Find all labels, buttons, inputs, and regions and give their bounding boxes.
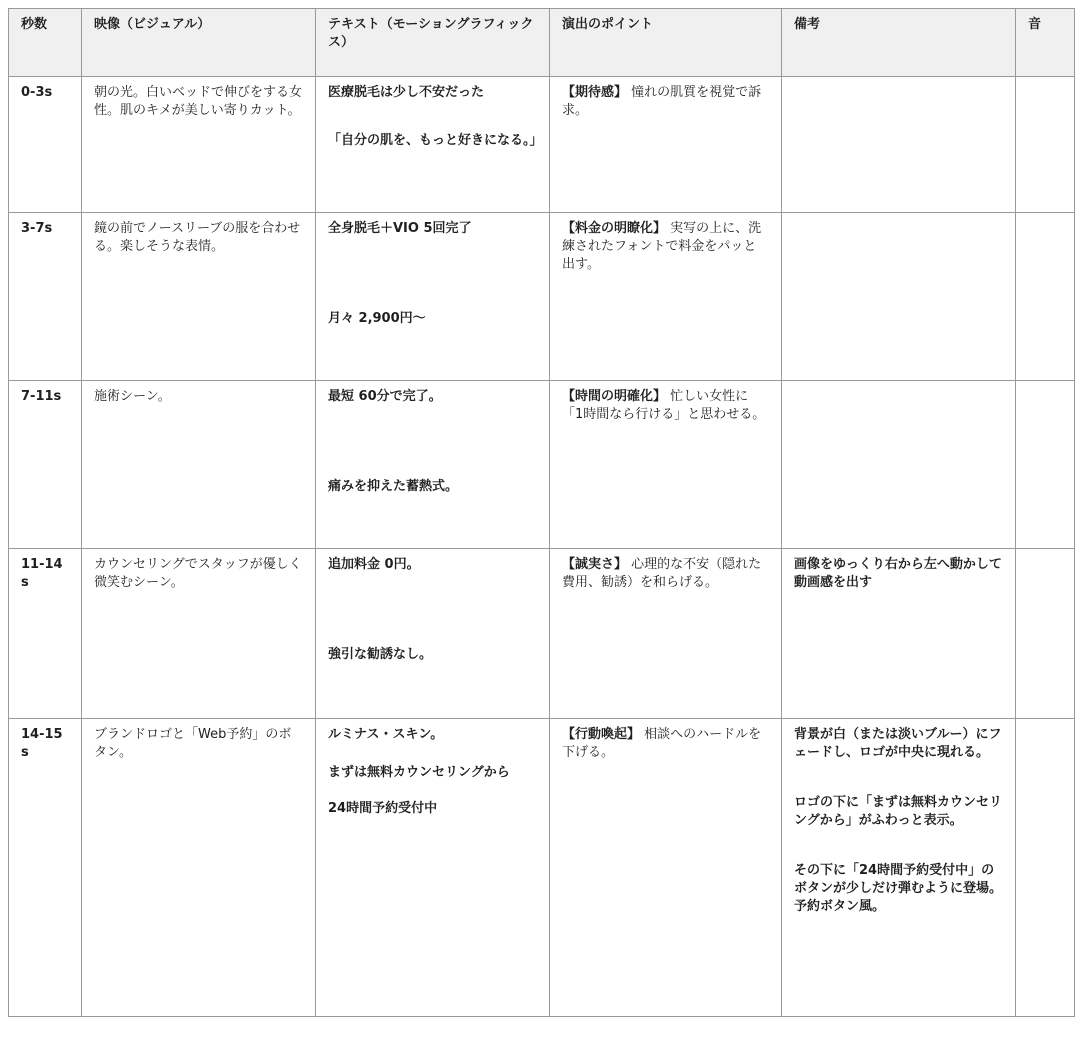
- table-row: [9, 77, 1075, 213]
- motion-text: 月々 2,900円〜: [328, 311, 426, 326]
- table-row: [9, 549, 1075, 719]
- point-text: 実写の上に、洗練されたフォントで料金をパッと出す。: [562, 221, 762, 272]
- table-row: [9, 381, 1075, 549]
- motion-text: ルミナス・スキン。: [328, 727, 444, 742]
- header-seconds: 秒数: [9, 9, 82, 77]
- motion-text: 追加料金 0円。: [328, 557, 420, 572]
- visual-cell: カウンセリングでスタッフが優しく微笑むシーン。: [82, 549, 316, 719]
- point-text: 相談へのハードルを下げる。: [562, 727, 762, 760]
- motion-text: 全身脱毛＋VIO 5回完了: [328, 221, 472, 236]
- seconds-cell: 11-14s: [9, 549, 82, 719]
- note-cell: [782, 213, 1016, 381]
- text-cell: [316, 77, 550, 213]
- note-text: 画像をゆっくり右から左へ動かして動画感を出す: [794, 557, 1002, 590]
- point-label: 【時間の明確化】: [562, 389, 667, 404]
- header-point: 演出のポイント: [550, 9, 782, 77]
- seconds-cell: 7-11s: [9, 381, 82, 549]
- sound-cell: [1016, 719, 1075, 1017]
- storyboard-table: [8, 8, 1075, 1017]
- header-note: 備考: [782, 9, 1016, 77]
- sound-cell: [1016, 213, 1075, 381]
- point-label: 【行動喚起】: [562, 727, 641, 742]
- note-text: ロゴの下に「まずは無料カウンセリングから」がふわっと表示。: [794, 795, 1003, 828]
- text-cell: [316, 213, 550, 381]
- point-label: 【誠実さ】: [562, 557, 628, 572]
- motion-text: 痛みを抑えた蓄熱式。: [328, 479, 459, 494]
- motion-text: 強引な勧誘なし。: [328, 647, 433, 662]
- header-visual: 映像（ビジュアル）: [82, 9, 316, 77]
- point-cell: [550, 77, 782, 213]
- point-cell: [550, 213, 782, 381]
- sound-cell: [1016, 77, 1075, 213]
- point-text: 憧れの肌質を視覚で訴求。: [562, 85, 762, 118]
- sound-cell: [1016, 381, 1075, 549]
- header-text: テキスト（モーショングラフィックス）: [316, 9, 550, 77]
- note-text: 背景が白（または淡いブルー）にフェードし、ロゴが中央に現れる。: [794, 727, 1002, 760]
- note-cell: [782, 381, 1016, 549]
- seconds-cell: 0-3s: [9, 77, 82, 213]
- motion-text: 医療脱毛は少し不安だった: [328, 85, 485, 100]
- point-cell: [550, 381, 782, 549]
- visual-cell: 朝の光。白いベッドで伸びをする女性。肌のキメが美しい寄りカット。: [82, 77, 316, 213]
- point-text: 心理的な不安（隠れた費用、勧誘）を和らげる。: [562, 557, 762, 590]
- table-row: [9, 719, 1075, 1017]
- motion-text: 「自分の肌を、もっと好きになる。」: [328, 133, 543, 148]
- text-cell: [316, 719, 550, 1017]
- motion-text: まずは無料カウンセリングから: [328, 765, 510, 780]
- table-row: [9, 213, 1075, 381]
- point-label: 【料金の明瞭化】: [562, 221, 667, 236]
- note-text: その下に「24時間予約受付中」のボタンが少しだけ弾むように登場。予約ボタン風。: [794, 863, 1003, 914]
- seconds-cell: 3-7s: [9, 213, 82, 381]
- visual-cell: 施術シーン。: [82, 381, 316, 549]
- visual-cell: 鏡の前でノースリーブの服を合わせる。楽しそうな表情。: [82, 213, 316, 381]
- note-cell: [782, 77, 1016, 213]
- header-row: [9, 9, 1075, 77]
- motion-text: 24時間予約受付中: [328, 801, 438, 816]
- note-cell: [782, 719, 1016, 1017]
- text-cell: [316, 549, 550, 719]
- visual-cell: ブランドロゴと「Web予約」のボタン。: [82, 719, 316, 1017]
- point-cell: [550, 549, 782, 719]
- text-cell: [316, 381, 550, 549]
- seconds-cell: 14-15s: [9, 719, 82, 1017]
- point-cell: [550, 719, 782, 1017]
- sound-cell: [1016, 549, 1075, 719]
- motion-text: 最短 60分で完了。: [328, 389, 442, 404]
- point-label: 【期待感】: [562, 85, 628, 100]
- note-cell: [782, 549, 1016, 719]
- header-sound: 音: [1016, 9, 1075, 77]
- point-text: 忙しい女性に「1時間なら行ける」と思わせる。: [562, 389, 766, 422]
